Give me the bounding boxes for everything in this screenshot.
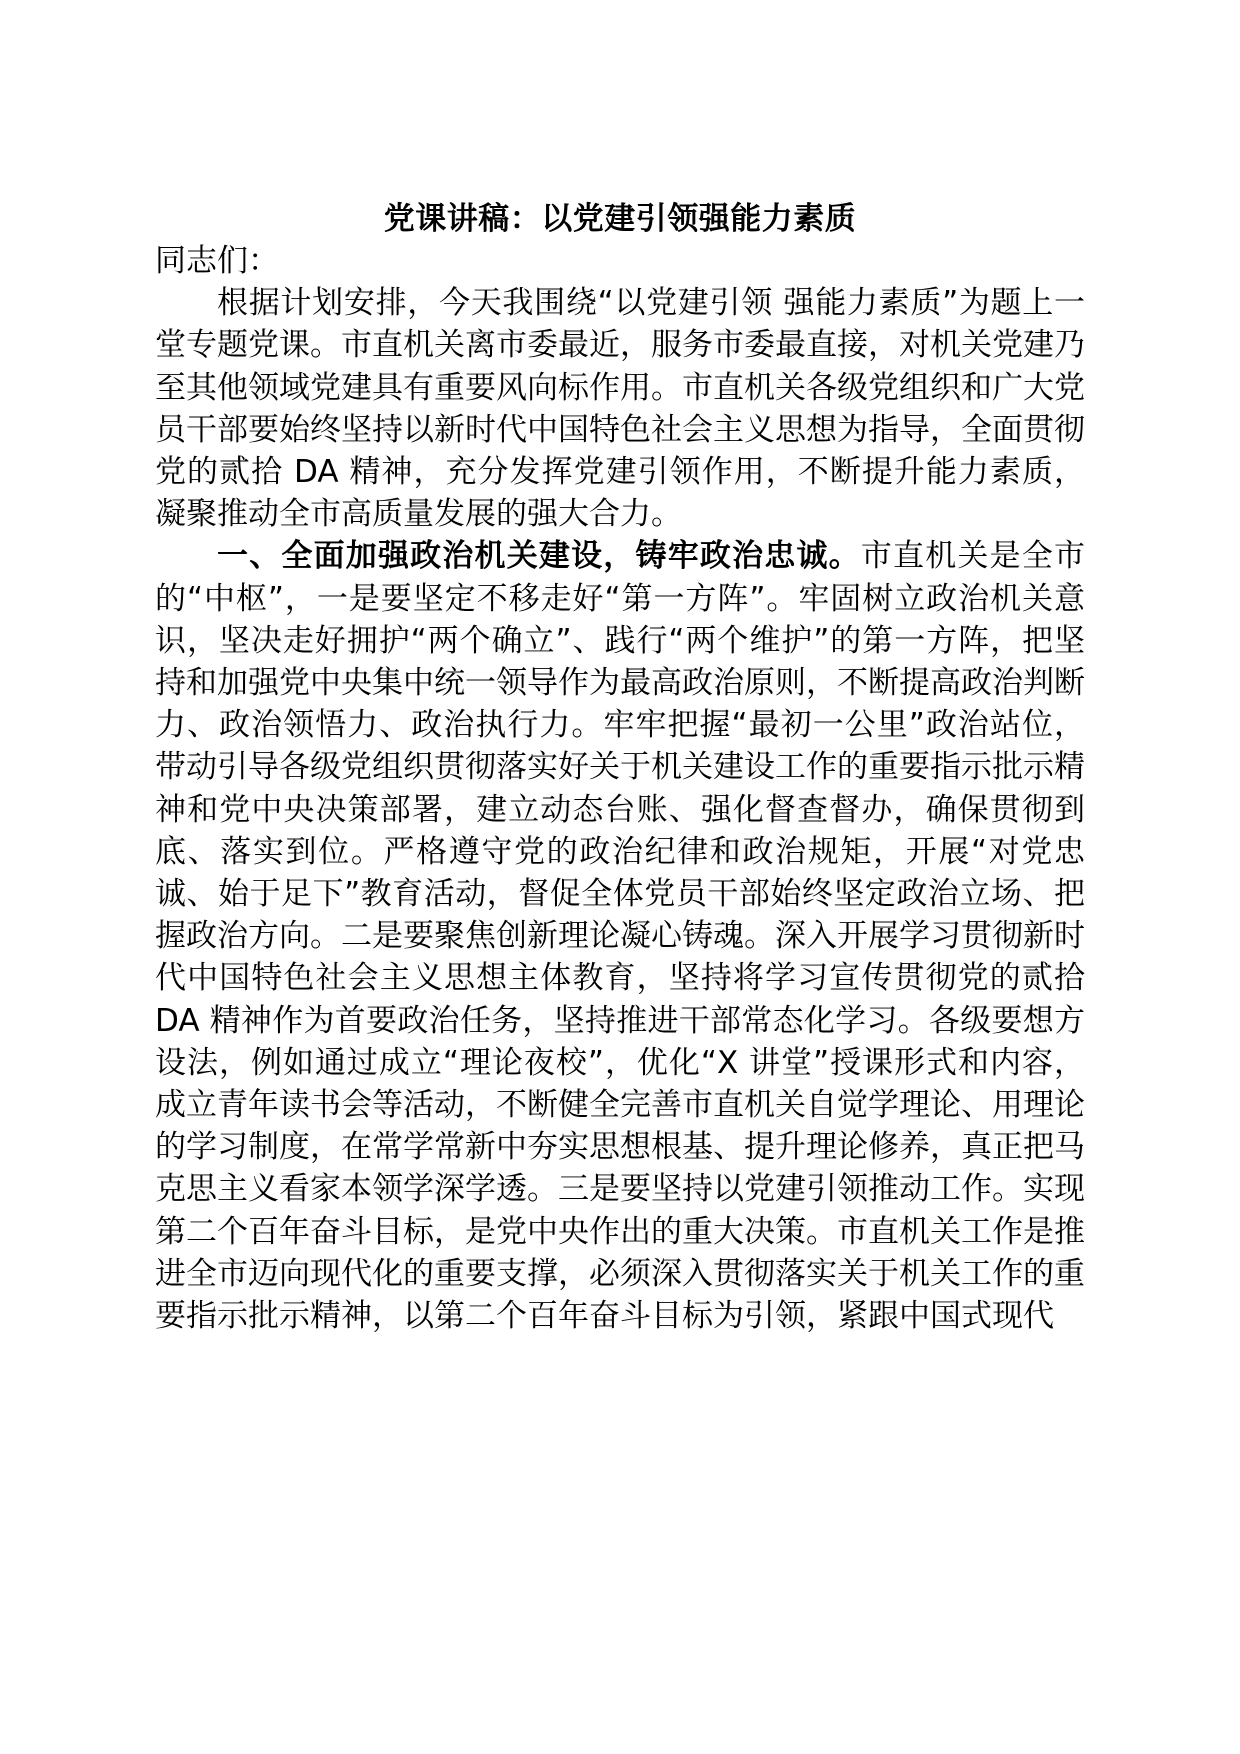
- salutation: 同志们：: [155, 243, 279, 279]
- section-1-body: 市直机关是全市的“中枢”，一是要坚定不移走好“第一方阵”。牢固树立政治机关意识，坚决走好拥护“两个确立”、践行“两个维护”的第一方阵，把坚持和加强党中央集中统一领导作为最高政治原则，不断提高政治判断力、政治领悟力、政治执行力。牢牢把握“最初一公里”政治站位，带动引导各级党组织贯彻落实好关于机关建设工作的重要指示批示精神和党中央决策部署，建立动态台账、强化督查督办，确保贯彻到底、落实到位。严格遵守党的政治纪律和政治规矩，开展“对党忠诚、始于足下”教育活动，督促全体党员干部始终坚定政治立场、把握政治方向。二是要聚焦创新理论凝心铸魂。深入开展学习贯彻新时代中国特色社会主义思想主体教育，坚持将学习宣传贯彻党的贰拾 DA 精神作为首要政治任务，坚持推进干部常态化学习。各级要想方设法，例如通过成立“理论夜校”，优化“X 讲堂”授课形式和内容，成立青年读书会等活动，不断健全完善市直机关自觉学理论、用理论的学习制度，在常学常新中夯实思想根基、提升理论修养，真正把马克思主义看家本领学深学透。三是要坚持以党建引领推动工作。实现第二个百年奋斗目标，是党中央作出的重大决策。市直机关工作是推进全市迈向现代化的重要支撑，必须深入贯彻落实关于机关工作的重要指示批示精神，以第二个百年奋斗目标为引领，紧跟中国式现代: [155, 538, 1086, 1335]
- section-1-paragraph: [155, 535, 1085, 1337]
- document-page: [155, 198, 1085, 1337]
- document-title: 党课讲稿：以党建引领强能力素质: [383, 201, 857, 237]
- intro-paragraph: 根据计划安排，今天我围绕“以党建引领 强能力素质”为题上一堂专题党课。市直机关离市委最近，服务市委最直接，对机关党建乃至其他领域党建具有重要风向标作用。市直机关各级党组织和广大党员干部要始终坚持以新时代中国特色社会主义思想为指导，全面贯彻党的贰拾 DA 精神，充分发挥党建引领作用，不断提升能力素质，凝聚推动全市高质量发展的强大合力。: [155, 285, 1085, 533]
- document-body: [155, 240, 1085, 1337]
- section-1-heading: 一、全面加强政治机关建设，铸牢政治忠诚。: [217, 538, 861, 575]
